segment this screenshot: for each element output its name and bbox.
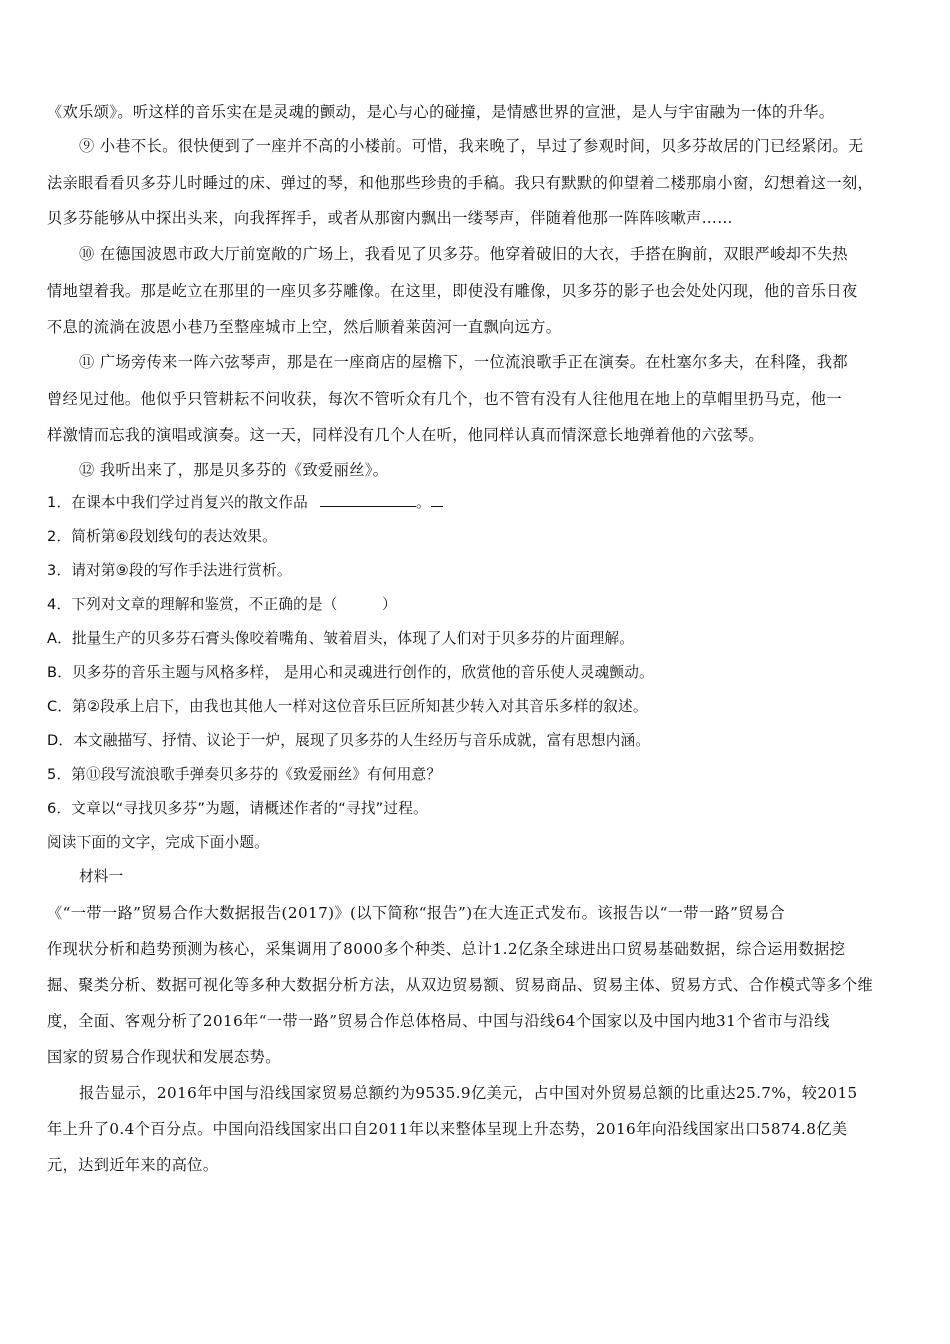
paragraph-9-line: ⑨ 小巷不长。很快便到了一座并不高的小楼前。可惜，我来晚了，早过了参观时间，贝多芬故居的门已经紧闭。无 (79, 137, 864, 155)
paragraph-9-line: 法亲眼看看贝多芬儿时睡过的床、弹过的琴，和他那些珍贵的手稿。我只有默默的仰望着二楼那扇小窗，幻想着这一刻， (47, 174, 874, 192)
reading-instruction: 阅读下面的文字，完成下面小题。 (47, 834, 269, 851)
material-2-line: 报告显示，2016年中国与沿线国家贸易总额约为9535.9亿美元，占中国对外贸易总额的比重达25.7%，较2015 (79, 1084, 858, 1102)
question-4: 4．下列对文章的理解和鉴赏，不正确的是（ ） (47, 596, 397, 613)
material-heading: 材料一 (79, 868, 124, 885)
paragraph-11-line: 曾经见过他。他似乎只管耕耘不问收获，每次不管听众有几个，也不管有没有人往他甩在地上的草帽里扔马克，他一 (47, 390, 842, 408)
material-2-line: 元，达到近年来的高位。 (47, 1156, 219, 1174)
paragraph-9-line: 贝多芬能够从中探出头来，向我挥挥手，或者从那窗内飘出一缕琴声，伴随着他那一阵阵咳嗽声…… (47, 209, 733, 227)
material-1-line: 度，全面、客观分析了2016年“一带一路”贸易合作总体格局、中国与沿线64个国家以及中国内地31个省市与沿线 (47, 1012, 830, 1030)
question-1 (47, 492, 907, 513)
question-3: 3．请对第⑨段的写作手法进行赏析。 (47, 562, 292, 579)
option-a: A．批量生产的贝多芬石膏头像咬着嘴角、皱着眉头，体现了人们对于贝多芬的片面理解。 (47, 630, 635, 647)
paragraph-10-line: 不息的流淌在波恩小巷乃至整座城市上空，然后顺着莱茵河一直飘向远方。 (47, 318, 562, 336)
passage-line: 《欢乐颂》。听这样的音乐实在是灵魂的颤动，是心与心的碰撞，是情感世界的宣泄，是人与宇宙融为一体的升华。 (47, 103, 835, 121)
option-c: C．第②段承上启下，由我也其他人一样对这位音乐巨匠所知甚少转入对其音乐多样的叙述。 (47, 698, 648, 715)
question-6: 6．文章以“寻找贝多芬”为题，请概述作者的“寻找”过程。 (47, 800, 428, 817)
answer-blank-tail (431, 492, 443, 507)
paragraph-12-line: ⑫ 我听出来了，那是贝多芬的《致爱丽丝》。 (79, 461, 389, 479)
answer-blank[interactable] (320, 492, 416, 507)
question-5: 5．第⑪段写流浪歌手弹奏贝多芬的《致爱丽丝》有何用意？ (47, 766, 442, 783)
material-1-line: 《“一带一路”贸易合作大数据报告(2017)》(以下简称“报告”)在大连正式发布。该报告以“一带一路”贸易合 (47, 904, 786, 922)
question-1-text: 1．在课本中我们学过肖复兴的散文作品 (47, 494, 308, 511)
option-d: D．本文融描写、抒情、议论于一炉，展现了贝多芬的人生经历与音乐成就，富有思想内涵。 (47, 732, 651, 749)
question-1-end: 。 (415, 494, 431, 511)
material-1-line: 国家的贸易合作现状和发展态势。 (47, 1048, 281, 1066)
material-1-line: 掘、聚类分析、数据可视化等多种大数据分析方法，从双边贸易额、贸易商品、贸易主体、贸易方式、合作模式等多个维 (47, 976, 874, 994)
paragraph-10-line: ⑩ 在德国波恩市政大厅前宽敞的广场上，我看见了贝多芬。他穿着破旧的大衣，手搭在胸前，双眼严峻却不失热 (79, 245, 849, 263)
paragraph-11-line: 样激情而忘我的演唱或演奏。这一天，同样没有几个人在听，他同样认真而情深意长地弹着他的六弦琴。 (47, 426, 765, 444)
material-1-line: 作现状分析和趋势预测为核心，采集调用了8000多个种类、总计1.2亿条全球进出口贸易基础数据，综合运用数据挖 (47, 940, 846, 958)
paragraph-11-line: ⑪ 广场旁传来一阵六弦琴声，那是在一座商店的屋檐下，一位流浪歌手正在演奏。在杜塞尔多夫，在科隆，我都 (79, 353, 849, 371)
option-b: B．贝多芬的音乐主题与风格多样， 是用心和灵魂进行创作的，欣赏他的音乐使人灵魂颤动。 (47, 664, 654, 681)
question-2: 2．简析第⑥段划线句的表达效果。 (47, 528, 277, 545)
material-2-line: 年上升了0.4个百分点。中国向沿线国家出口自2011年以来整体呈现上升态势，2016年向沿线国家出口5874.8亿美 (47, 1120, 848, 1138)
paragraph-10-line: 情地望着我。那是屹立在那里的一座贝多芬雕像。在这里，即使没有雕像，贝多芬的影子也会处处闪现，他的音乐日夜 (47, 282, 858, 300)
